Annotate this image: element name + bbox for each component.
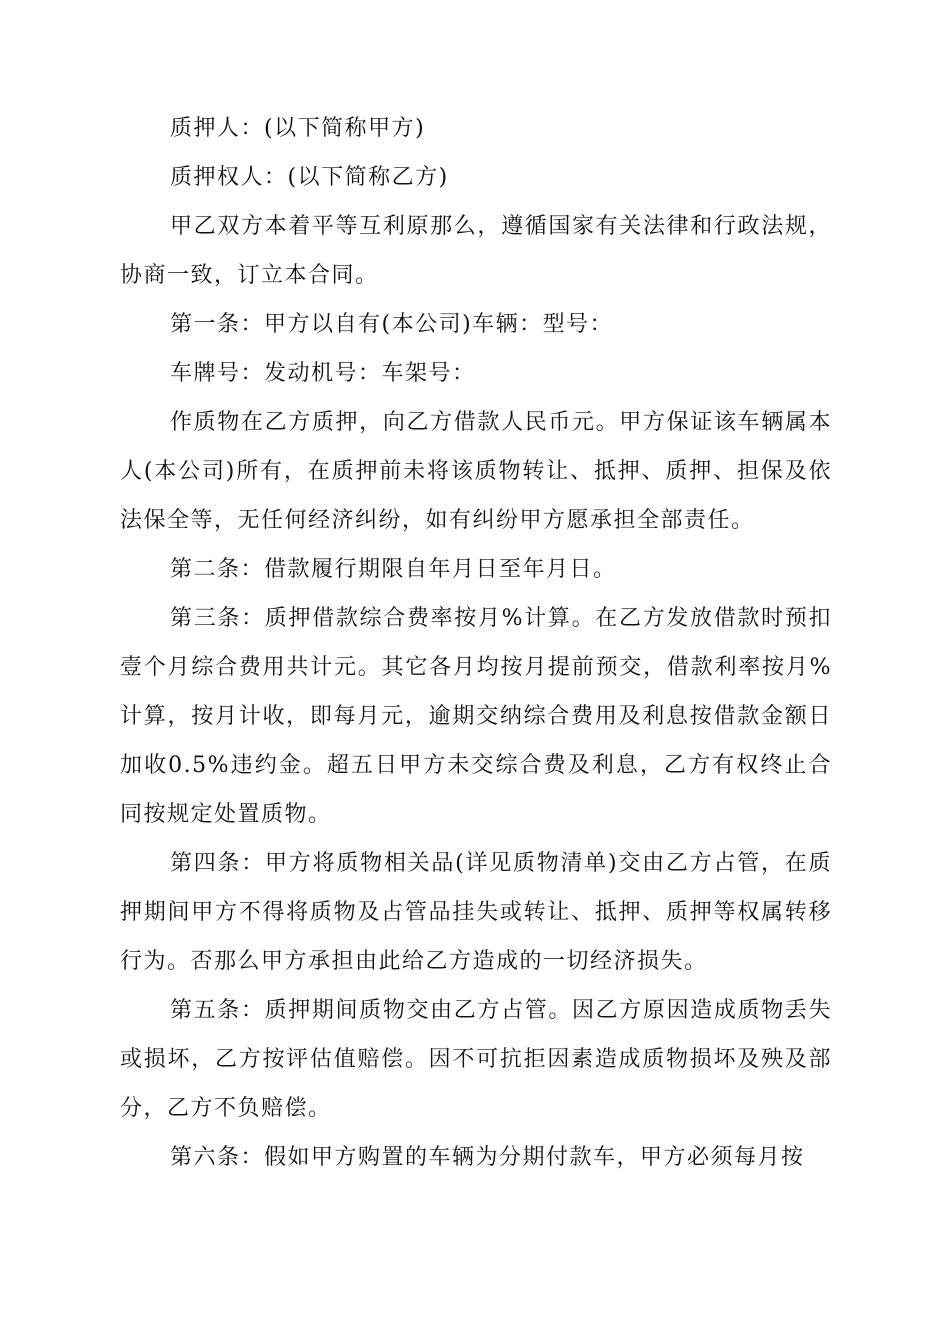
- article-3-paragraph: 第三条：质押借款综合费率按月%计算。在乙方发放借款时预扣壹个月综合费用共计元。其它各月均按月提前预交，借款利率按月%计算，按月计收，即每月元，逾期交纳综合费用及利息按借款金额日加收0.5%违约金。超五日甲方未交综合费及利息，乙方有权终止合同按规定处置质物。: [120, 606, 832, 827]
- article-6-paragraph: 第六条：假如甲方购置的车辆为分期付款车，甲方必须每月按: [170, 1145, 805, 1170]
- preamble-paragraph: 甲乙双方本着平等互利原那么，遵循国家有关法律和行政法规，协商一致，订立本合同。: [120, 214, 832, 288]
- pledgee-line: 质押权人：(以下简称乙方): [170, 165, 449, 190]
- pledgor-line: 质押人：(以下简称甲方): [170, 116, 426, 141]
- vehicle-identifiers-line: 车牌号：发动机号：车架号：: [170, 361, 476, 386]
- article-1-paragraph: 第一条：甲方以自有(本公司)车辆：型号：: [170, 312, 614, 337]
- document-body: [120, 104, 832, 1182]
- article-4-paragraph: 第四条：甲方将质物相关品(详见质物清单)交由乙方占管，在质押期间甲方不得将质物及占管品挂失或转让、抵押、质押等权属转移行为。否那么甲方承担由此给乙方造成的一切经济损失。: [120, 851, 832, 974]
- article-5-paragraph: 第五条：质押期间质物交由乙方占管。因乙方原因造成质物丢失或损坏，乙方按评估值赔偿。因不可抗拒因素造成质物损坏及殃及部分，乙方不负赔偿。: [120, 998, 832, 1121]
- article-2-paragraph: 第二条：借款履行期限自年月日至年月日。: [170, 557, 617, 582]
- pledge-statement-paragraph: 作质物在乙方质押，向乙方借款人民币元。甲方保证该车辆属本人(本公司)所有，在质押前未将该质物转让、抵押、质押、担保及依法保全等，无任何经济纠纷，如有纠纷甲方愿承担全部责任。: [120, 410, 832, 533]
